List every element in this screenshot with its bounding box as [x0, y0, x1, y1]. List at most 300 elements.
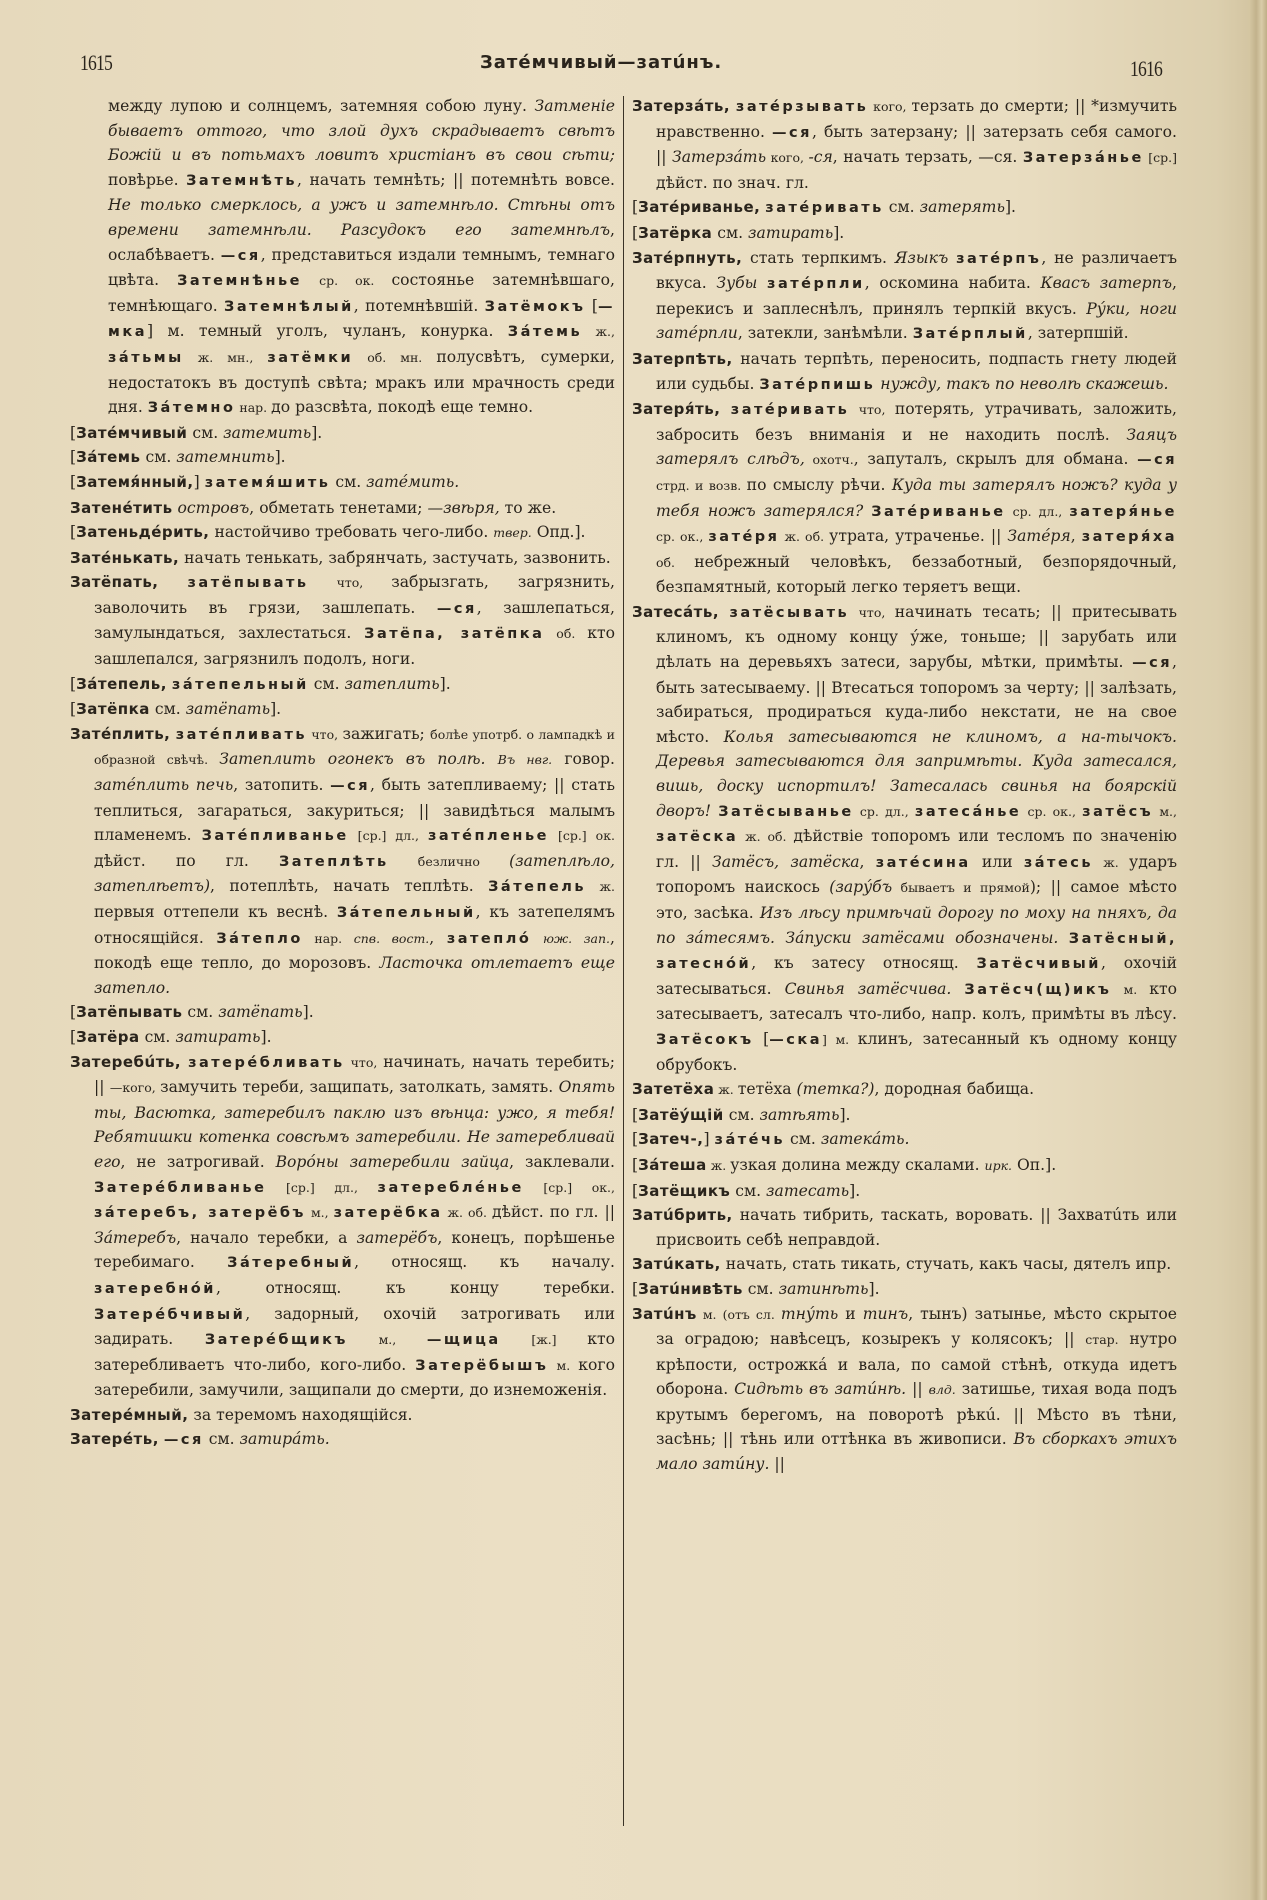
dictionary-entry [70, 520, 615, 546]
example-text: Затёсъ, затёска [712, 852, 860, 871]
definition-text: об. мн. [353, 349, 437, 365]
subentry-word: Затеплѣть [278, 853, 389, 870]
definition-text: ж. мн., [183, 349, 268, 365]
headword: Затерéмный, [70, 1405, 189, 1424]
definition-text: см. [149, 700, 186, 719]
definition-text: или [970, 852, 1024, 871]
definition-text: повѣрье. [108, 170, 187, 189]
definition-text: , не затрогивай. [120, 1152, 276, 1171]
subentry-word: затерёбка [333, 1205, 443, 1222]
subentry-word: затéривать [765, 200, 884, 217]
definition-text [159, 573, 188, 591]
subentry-word: —ся [436, 600, 477, 617]
definition-text: ]. [302, 1003, 314, 1022]
definition-text: стрд. и возв. [656, 477, 747, 493]
dictionary-entry [632, 1127, 1177, 1153]
headword: Затеньдéрить, [76, 523, 210, 542]
example-text: Затéря [1007, 527, 1071, 546]
subentry-word: Затёсный, затеснóй [656, 930, 1177, 973]
definition-text: см. [203, 1430, 240, 1449]
headword: Затёрка [638, 223, 713, 242]
definition-text: , [1070, 527, 1082, 546]
example-text: Опять ты, Васютка, затеребилъ паклю изъ вѣнца: ужо, я тебя! Ребятишки котенка совсѣмъ затеребили. Не затеребливай его [94, 1078, 615, 1171]
definition-text: , быть затесываему. || Втесаться топоромъ за черту; || залѣзать, забираться, продираться куда-либо некстати, не на свое мѣсто. [656, 653, 1177, 746]
subentry-word: зáтесь [1023, 854, 1094, 871]
definition-text: кто затеребливаетъ что-либо, кого-либо. [94, 1330, 615, 1374]
definition-text: ); || самое мѣсто это, засѣка. [656, 878, 1178, 922]
example-text: -ся [808, 148, 833, 167]
example-text: затинѣть [778, 1279, 869, 1298]
example-text: Затерзáть [671, 148, 767, 167]
definition-text: , зашлепаться, замулындаться, захлестаться. [94, 598, 615, 643]
definition-text: см. [182, 1003, 219, 1022]
definition-text: что, [344, 1054, 384, 1070]
subentry-word: Затерёбышъ [415, 1357, 549, 1374]
dictionary-entry [632, 1252, 1177, 1277]
definition-text: , ослабѣваетъ. [108, 220, 615, 264]
example-text: тну́ть [780, 1304, 839, 1323]
subentry-word: Зáтемно [147, 400, 236, 417]
definition-text: , потеплѣть, начать теплѣть. [210, 877, 489, 896]
definition-text: кого, [868, 99, 912, 114]
example-text: затесать [766, 1181, 850, 1200]
subentry-word: Затерéбщикъ [204, 1332, 348, 1349]
definition-text: [ [632, 1130, 639, 1149]
definition-text: настойчиво требовать чего-либо. [209, 523, 494, 542]
definition-text: , начало теребки, а [176, 1228, 357, 1247]
subentry-word: зáтеребъ, затерёбъ [94, 1205, 306, 1222]
definition-text: начать терпѣть, переносить, подпасть гнету людей или судьбы. [656, 349, 1177, 393]
definition-text: ср. дл., [853, 803, 915, 819]
definition-text: [ [70, 448, 77, 467]
headword: Затúбрить, [632, 1206, 733, 1225]
definition-text: [ [753, 1029, 770, 1048]
definition-text: [ [70, 700, 77, 719]
dictionary-entry [70, 1025, 615, 1050]
definition-text: [ср.] дл., [266, 1179, 378, 1195]
definition-text: ]. [833, 223, 845, 242]
subentry-word: —ся [1132, 655, 1173, 672]
example-text: Ласточка отлетаетъ еще затепло. [94, 954, 615, 997]
example-text: затемнить [176, 448, 275, 467]
definition-text: между лупою и солнцемъ, затемняя собою луну. [108, 97, 535, 115]
example-text: Зубы [716, 274, 758, 293]
definition-text: [ [585, 296, 598, 315]
definition-text: состоянье затемнѣвшаго, темнѣющаго. [108, 271, 615, 315]
example-text: юж. зап. [531, 930, 611, 946]
dictionary-entry [632, 600, 1177, 1077]
subentry-word: затёска [656, 829, 739, 846]
definition-text: дѣйст. по гл. [94, 851, 279, 870]
subentry-word: —щица [426, 1332, 501, 1349]
subentry-word: зáтьмы [108, 349, 184, 366]
subentry-word: зáтепельный [171, 676, 309, 693]
definition-text: см. [330, 472, 367, 491]
example-text: Въ нвг. [497, 752, 553, 768]
definition-text: первыя оттепели къ веснѣ. [94, 903, 337, 921]
dictionary-entry [70, 1050, 615, 1403]
definition-text: [ [632, 1155, 639, 1174]
definition-text: , затерпшій. [1027, 324, 1129, 343]
example-text: Ру́ки, ноги затéрпли [656, 299, 1177, 343]
subentry-word: —ся [220, 247, 261, 264]
headword: Затúнивѣть [638, 1279, 743, 1298]
subentry-word: Затерзáнье [1022, 150, 1144, 167]
headword: Затерпѣть, [632, 349, 733, 368]
definition-text: , охочій затесываться. [656, 954, 1177, 998]
definition-text: [ср.] дл., [348, 828, 428, 844]
example-text: затирáть. [239, 1430, 330, 1449]
example-text: затёпать [185, 700, 271, 719]
definition-text: ж. об. [779, 529, 830, 545]
definition-text: ]. [260, 1027, 272, 1046]
example-text: Сидѣть въ затúнѣ. [734, 1380, 907, 1399]
subentry-word: Затéрпишь [759, 376, 876, 393]
definition-text: , оскомина набита. [864, 274, 1041, 293]
definition-text: , быть затепливаему; || стать теплиться, загараться, закуриться; || завидѣться малымъ пламенемъ. [94, 776, 615, 845]
example-text: затеплить [344, 674, 440, 693]
definition-text: терзать до смерти; || *измучить нравственно. [656, 97, 1177, 141]
definition-text: [ [632, 198, 639, 217]
dictionary-entry [70, 722, 615, 1001]
definition-text: , не различаетъ вкуса. [656, 248, 1177, 293]
subentry-word: Затерéбливанье [94, 1179, 267, 1196]
definition-text: [ [70, 1027, 77, 1046]
dictionary-entry [70, 421, 615, 446]
definition-text: , [859, 852, 876, 871]
example-text: тинъ [862, 1304, 909, 1323]
definition-text: тетёха [737, 1080, 797, 1099]
subentry-word: затéривать [730, 402, 850, 419]
definition-text: , затопить. [233, 776, 331, 795]
definition-text: [ [70, 423, 77, 442]
definition-text: , запуталъ, скрылъ для обмана. [853, 450, 1138, 469]
subentry-word: —ся [163, 1432, 204, 1449]
example-text: затёпать [218, 1003, 303, 1022]
example-text: Свинья затёсчива. [784, 979, 952, 998]
headword: Затéплить, [70, 724, 171, 743]
definition-text: || [906, 1380, 929, 1399]
definition-text: [ [70, 1003, 77, 1022]
definition-text: , обметать тенетами; [249, 498, 428, 517]
definition-text: кто зашлепался, загрязнилъ подолъ, ноги. [94, 624, 615, 669]
definition-text: , относящ. къ концу теребки. [215, 1278, 615, 1297]
definition-text: м., [1153, 803, 1177, 819]
definition-text: ] м. [822, 1031, 858, 1047]
example-text: Заяцъ затерялъ слѣдъ, [656, 425, 1177, 469]
subentry-word: затёсывать [729, 604, 850, 621]
subentry-word: затéря [708, 529, 780, 546]
definition-text: утрата, утраченье. || [829, 527, 1008, 546]
definition-text: ж. [586, 879, 615, 895]
example-text: островъ [177, 498, 250, 517]
dictionary-entry [632, 1153, 1177, 1179]
definition-text: —кого, [109, 1080, 161, 1096]
subentry-word: Затéрплый [912, 326, 1028, 343]
dictionary-entry [632, 246, 1177, 347]
example-text: затекáть. [820, 1130, 910, 1149]
headword: Затерзáть, [632, 97, 731, 115]
definition-text: кого, [766, 150, 809, 166]
headword: Затёпка [76, 700, 150, 719]
definition-text: , задорный, охочій затрогивать или задирать. [94, 1304, 615, 1349]
definition-text: что, [307, 726, 343, 742]
definition-text: [ [70, 523, 77, 542]
definition-text: м. [548, 1357, 579, 1373]
definition-text: нутро крѣпости, острожкá и вала, по самой стѣнѣ, откуда идетъ оборона. [656, 1330, 1177, 1399]
example-text: затирать [175, 1027, 261, 1046]
definition-text: , [429, 928, 447, 947]
example-text: (зару́бъ [829, 878, 893, 897]
definition-text: ]. [274, 448, 286, 467]
dictionary-entry [70, 470, 615, 496]
definition-text: см. [742, 1279, 779, 1298]
headword: Затёпать, [70, 573, 159, 592]
definition-text: дѣйст. по гл. || [492, 1203, 616, 1222]
definition-text: ср. дл., [1005, 503, 1070, 519]
dictionary-entry [632, 1302, 1177, 1477]
definition-text: см. [308, 674, 345, 693]
definition-text: , заклевали. [509, 1152, 615, 1171]
definition-text: м., [347, 1332, 427, 1348]
example-text: Изъ лѣсу примѣчай дорогу по моху на пняхъ, да по зáтесямъ. Зáпуски затёсами обозначены. [656, 904, 1177, 947]
definition-text: см. [785, 1130, 821, 1149]
headword: Затúкать, [632, 1255, 721, 1274]
example-text: твер. [493, 525, 532, 541]
subentry-word: —мка [108, 298, 615, 341]
definition-text: дѣйствіе топоромъ или тесломъ по значенію гл. || [656, 827, 1177, 871]
subentry-word: Затёсч(щ)икъ [964, 981, 1112, 998]
definition-text: что, [849, 604, 895, 620]
definition-text: болѣе употрб. о лампадкѣ и образной свѣчѣ. [94, 726, 615, 768]
definition-text: , конецъ, порѣшенье теребимаго. [94, 1228, 615, 1272]
dictionary-entry [632, 221, 1177, 246]
definition-text: ср. ок., [1021, 803, 1083, 819]
definition-text: , затекли, занѣмѣли. [737, 324, 913, 343]
headword: Затенéтить [70, 498, 173, 517]
definition-text [1058, 929, 1068, 947]
subentry-word: Затéриванье [871, 503, 1006, 520]
example-text: Языкъ [894, 248, 949, 267]
subentry-word: —ся [330, 778, 371, 795]
dictionary-entry [70, 1403, 615, 1428]
definition-text: охотч. [804, 452, 854, 468]
definition-text: ж. об. [738, 829, 794, 845]
definition-text: ж., [582, 324, 615, 340]
example-text: затерять [919, 198, 1005, 217]
headword: Затёпывать [76, 1003, 183, 1022]
definition-text: стать терпкимъ. [742, 248, 895, 267]
subentry-word: —ся [772, 124, 812, 141]
subentry-word: затéсина [875, 854, 971, 871]
definition-text: что, [308, 575, 392, 591]
definition-text: м., [305, 1205, 334, 1221]
subentry-word: Зáтепель [488, 879, 587, 896]
subentry-word: Затемнѣть [186, 172, 298, 189]
definition-text: ж. [1093, 854, 1130, 870]
definition-text: [ [70, 472, 77, 491]
definition-text: небрежный человѣкъ, беззаботный, безпорядочный, безпамятный, который легко теряетъ вещи. [656, 552, 1177, 597]
subentry-word: —ся [1137, 452, 1177, 469]
definition-text: начинать, начать теребить; || [94, 1052, 615, 1097]
definition-text: м. (отъ сл. [696, 1306, 781, 1322]
headword: Затéрпнуть, [632, 248, 743, 267]
definition-text: , къ затесу относящ. [751, 954, 977, 973]
example-text: влд. [928, 1382, 956, 1398]
subentry-word: затéпленье [428, 828, 549, 845]
subentry-word: затéрпъ [956, 250, 1042, 267]
definition-text: , перекисъ и заплеснѣлъ, принялъ терпкій вкусъ. [656, 274, 1177, 318]
example-text: затéмить. [366, 472, 460, 491]
column-divider [623, 96, 624, 1826]
subentry-word: затёмки [267, 349, 354, 366]
example-text: Колья затесываются не клиномъ, а на-тычокъ. Деревья затесываются для запримѣты. Куда затесался, вишь, доску испортилъ! Затесалась свинья на боярскій дворъ! [656, 727, 1177, 820]
dictionary-entry [632, 94, 1177, 195]
headword: Затеребúть, [70, 1052, 182, 1071]
running-head: Затéмчивый—затúнъ. [480, 52, 723, 73]
definition-text: , начать терзать, —ся. [832, 148, 1023, 167]
definition-text: , тынъ) затынье, мѣсто скрытое за оградою; навѣсецъ, козырекъ у колясокъ; || [656, 1304, 1178, 1349]
page-edge [1249, 0, 1267, 1900]
headword: Затемя́нный, [76, 472, 194, 491]
example-text: нужду, такъ по неволѣ скажешь. [880, 374, 1169, 393]
example-text: (затеплѣло, затеплѣетъ) [94, 851, 615, 896]
definition-text: [ [70, 674, 77, 693]
definition-text: [ [632, 223, 639, 242]
definition-text: бываетъ и прямой [892, 880, 1030, 896]
definition-text: ср. ок., [656, 529, 709, 545]
definition-text: [ср.] ок. [548, 828, 615, 844]
definition-text: нар. [302, 930, 354, 946]
definition-text [485, 750, 497, 768]
subentry-word: затемя́шить [204, 474, 331, 491]
definition-text: см. [140, 448, 177, 467]
example-text: (тетка?) [796, 1080, 875, 1099]
subentry-word: затереблéнье [377, 1179, 524, 1196]
headword: Зáтеша [638, 1155, 707, 1174]
definition-text [719, 603, 729, 621]
definition-text: что, [849, 402, 895, 418]
example-text: Воро́ны затеребили зайца [275, 1152, 510, 1171]
definition-text: см. [139, 1027, 176, 1046]
dictionary-entry [632, 397, 1177, 600]
definition-text: , къ затепелямъ относящійся. [94, 903, 615, 947]
headword: Зáтемь [76, 448, 141, 467]
definition-text: ]. [839, 1105, 851, 1124]
dictionary-entry [632, 1077, 1177, 1103]
definition-text: , начать темнѣть; || потемнѣть вовсе. [297, 170, 616, 189]
definition-text: ] [193, 472, 205, 491]
headword: Затéнькать, [70, 548, 180, 567]
definition-text: об. [544, 626, 588, 642]
definition-text: и [838, 1304, 863, 1323]
definition-text: об. [656, 554, 695, 570]
subentry-word: затеребнóй [94, 1280, 216, 1297]
example-text: затѣять [759, 1105, 840, 1124]
subentry-word: Затéпливанье [201, 828, 349, 845]
headword: Затетёха [632, 1080, 715, 1099]
example-text: Квасъ затерпъ [1040, 274, 1173, 293]
example-text: Въ сборкахъ этихъ мало затúну. [656, 1430, 1177, 1474]
definition-text: Опд.]. [531, 523, 586, 542]
subentry-word: затеря́ха [1081, 529, 1178, 546]
definition-text: клинъ, затесанный къ одному концу обрубокъ. [656, 1029, 1177, 1074]
definition-text: [ [632, 1181, 639, 1200]
subentry-word: Затёсчивый [976, 956, 1101, 973]
definition-text: , покодѣ еще тепло, до морозовъ. [94, 928, 616, 973]
definition-text: ] [703, 1130, 715, 1149]
definition-text: начинать тесать; || притесывать клиномъ, къ одному концу у́же, тоньше; || зарубать или дѣлать на деревьяхъ затеси, зарубы, мѣтки, примѣты. [656, 602, 1177, 672]
definition-text [757, 274, 767, 292]
subentry-word: зáтéчь [714, 1132, 786, 1149]
definition-text: зажигать; [342, 724, 431, 743]
definition-text: начать тенькать, забрянчать, застучать, зазвонить. [179, 548, 611, 567]
subentry-word: Затерéбчивый [94, 1306, 246, 1323]
definition-text: за теремомъ находящійся. [188, 1405, 413, 1424]
example-text: затемить [223, 423, 312, 442]
definition-text [951, 980, 964, 998]
definition-text: м. [1111, 981, 1150, 997]
definition-text: ударъ топоромъ наискось [656, 852, 1177, 897]
subentry-word: затерéбливать [188, 1054, 345, 1071]
subentry-word: Зáтеребный [227, 1255, 355, 1272]
dictionary-entry [632, 1277, 1177, 1302]
definition-text: говор. [552, 750, 615, 769]
definition-text: кто затесываетъ, затесалъ что-либо, напр. колъ, примѣты въ лѣсу. [656, 979, 1177, 1024]
dictionary-entry [632, 347, 1177, 397]
subentry-word: затёсъ [1082, 803, 1154, 820]
dictionary-entry [70, 697, 615, 722]
definition-text: ]. [1004, 198, 1017, 217]
page-number-left: 1615 [80, 50, 112, 75]
subentry-word: затепло́ [446, 930, 532, 947]
subentry-word: Затёмокъ [484, 298, 586, 315]
headword: Затеч-, [638, 1130, 704, 1149]
headword: Затёщикъ [638, 1181, 731, 1200]
headword: Зáтепель, [76, 674, 167, 693]
definition-text: замучить тереби, защипать, затолкать, замять. [160, 1078, 559, 1097]
dictionary-entry [632, 195, 1177, 221]
headword: Затúнъ [632, 1304, 697, 1323]
definition-text: ср. ок. [302, 273, 392, 289]
headword: Затёу́щій [638, 1105, 724, 1124]
definition-text: [ср.] ок., [523, 1179, 615, 1195]
definition-text: полусвѣтъ, сумерки, недостатокъ въ доступѣ свѣта; мракъ или мрачность среди дня. [108, 347, 615, 417]
subentry-word: Затемнѣлый [224, 298, 354, 315]
definition-text: см. [883, 198, 920, 217]
definition-text: , относящ. къ началу. [354, 1253, 615, 1272]
definition-text: , дородная бабища. [874, 1080, 1035, 1099]
definition-text: [ [632, 1105, 639, 1124]
definition-text: см. [712, 223, 749, 242]
subentry-word: затéрпли [767, 276, 865, 293]
definition-text: [ср.] [1143, 150, 1177, 166]
example-text: Не только смерклось, а ужъ и затемнѣло. Стѣны отъ времени затемнѣли. Разсудокъ его затемнѣлъ [108, 196, 615, 239]
example-text: Затменіе бываетъ оттого, что злой духъ скрадываетъ свѣтъ Божій и въ потьмахъ ловитъ христіанъ въ свои сѣти; [108, 97, 615, 165]
definition-text: ]. [311, 423, 323, 442]
dictionary-entry [70, 672, 615, 698]
subentry-word: Зáтепло [216, 930, 303, 947]
example-text: ирк. [984, 1157, 1013, 1173]
definition-text: ]. [868, 1279, 880, 1298]
definition-text: ж. об. [442, 1205, 493, 1221]
right-column [632, 94, 1177, 1477]
definition-text: забрызгать, загрязнить, заволочить въ грязи, зашлепать. [94, 573, 615, 617]
definition-text: , быть затерзану; || затерзать себя самого. || [656, 122, 1177, 167]
subentry-word: затеря́нье [1069, 503, 1177, 520]
definition-text: стар. [1085, 1332, 1119, 1348]
definition-text: дѣйст. по знач. гл. [656, 173, 809, 192]
